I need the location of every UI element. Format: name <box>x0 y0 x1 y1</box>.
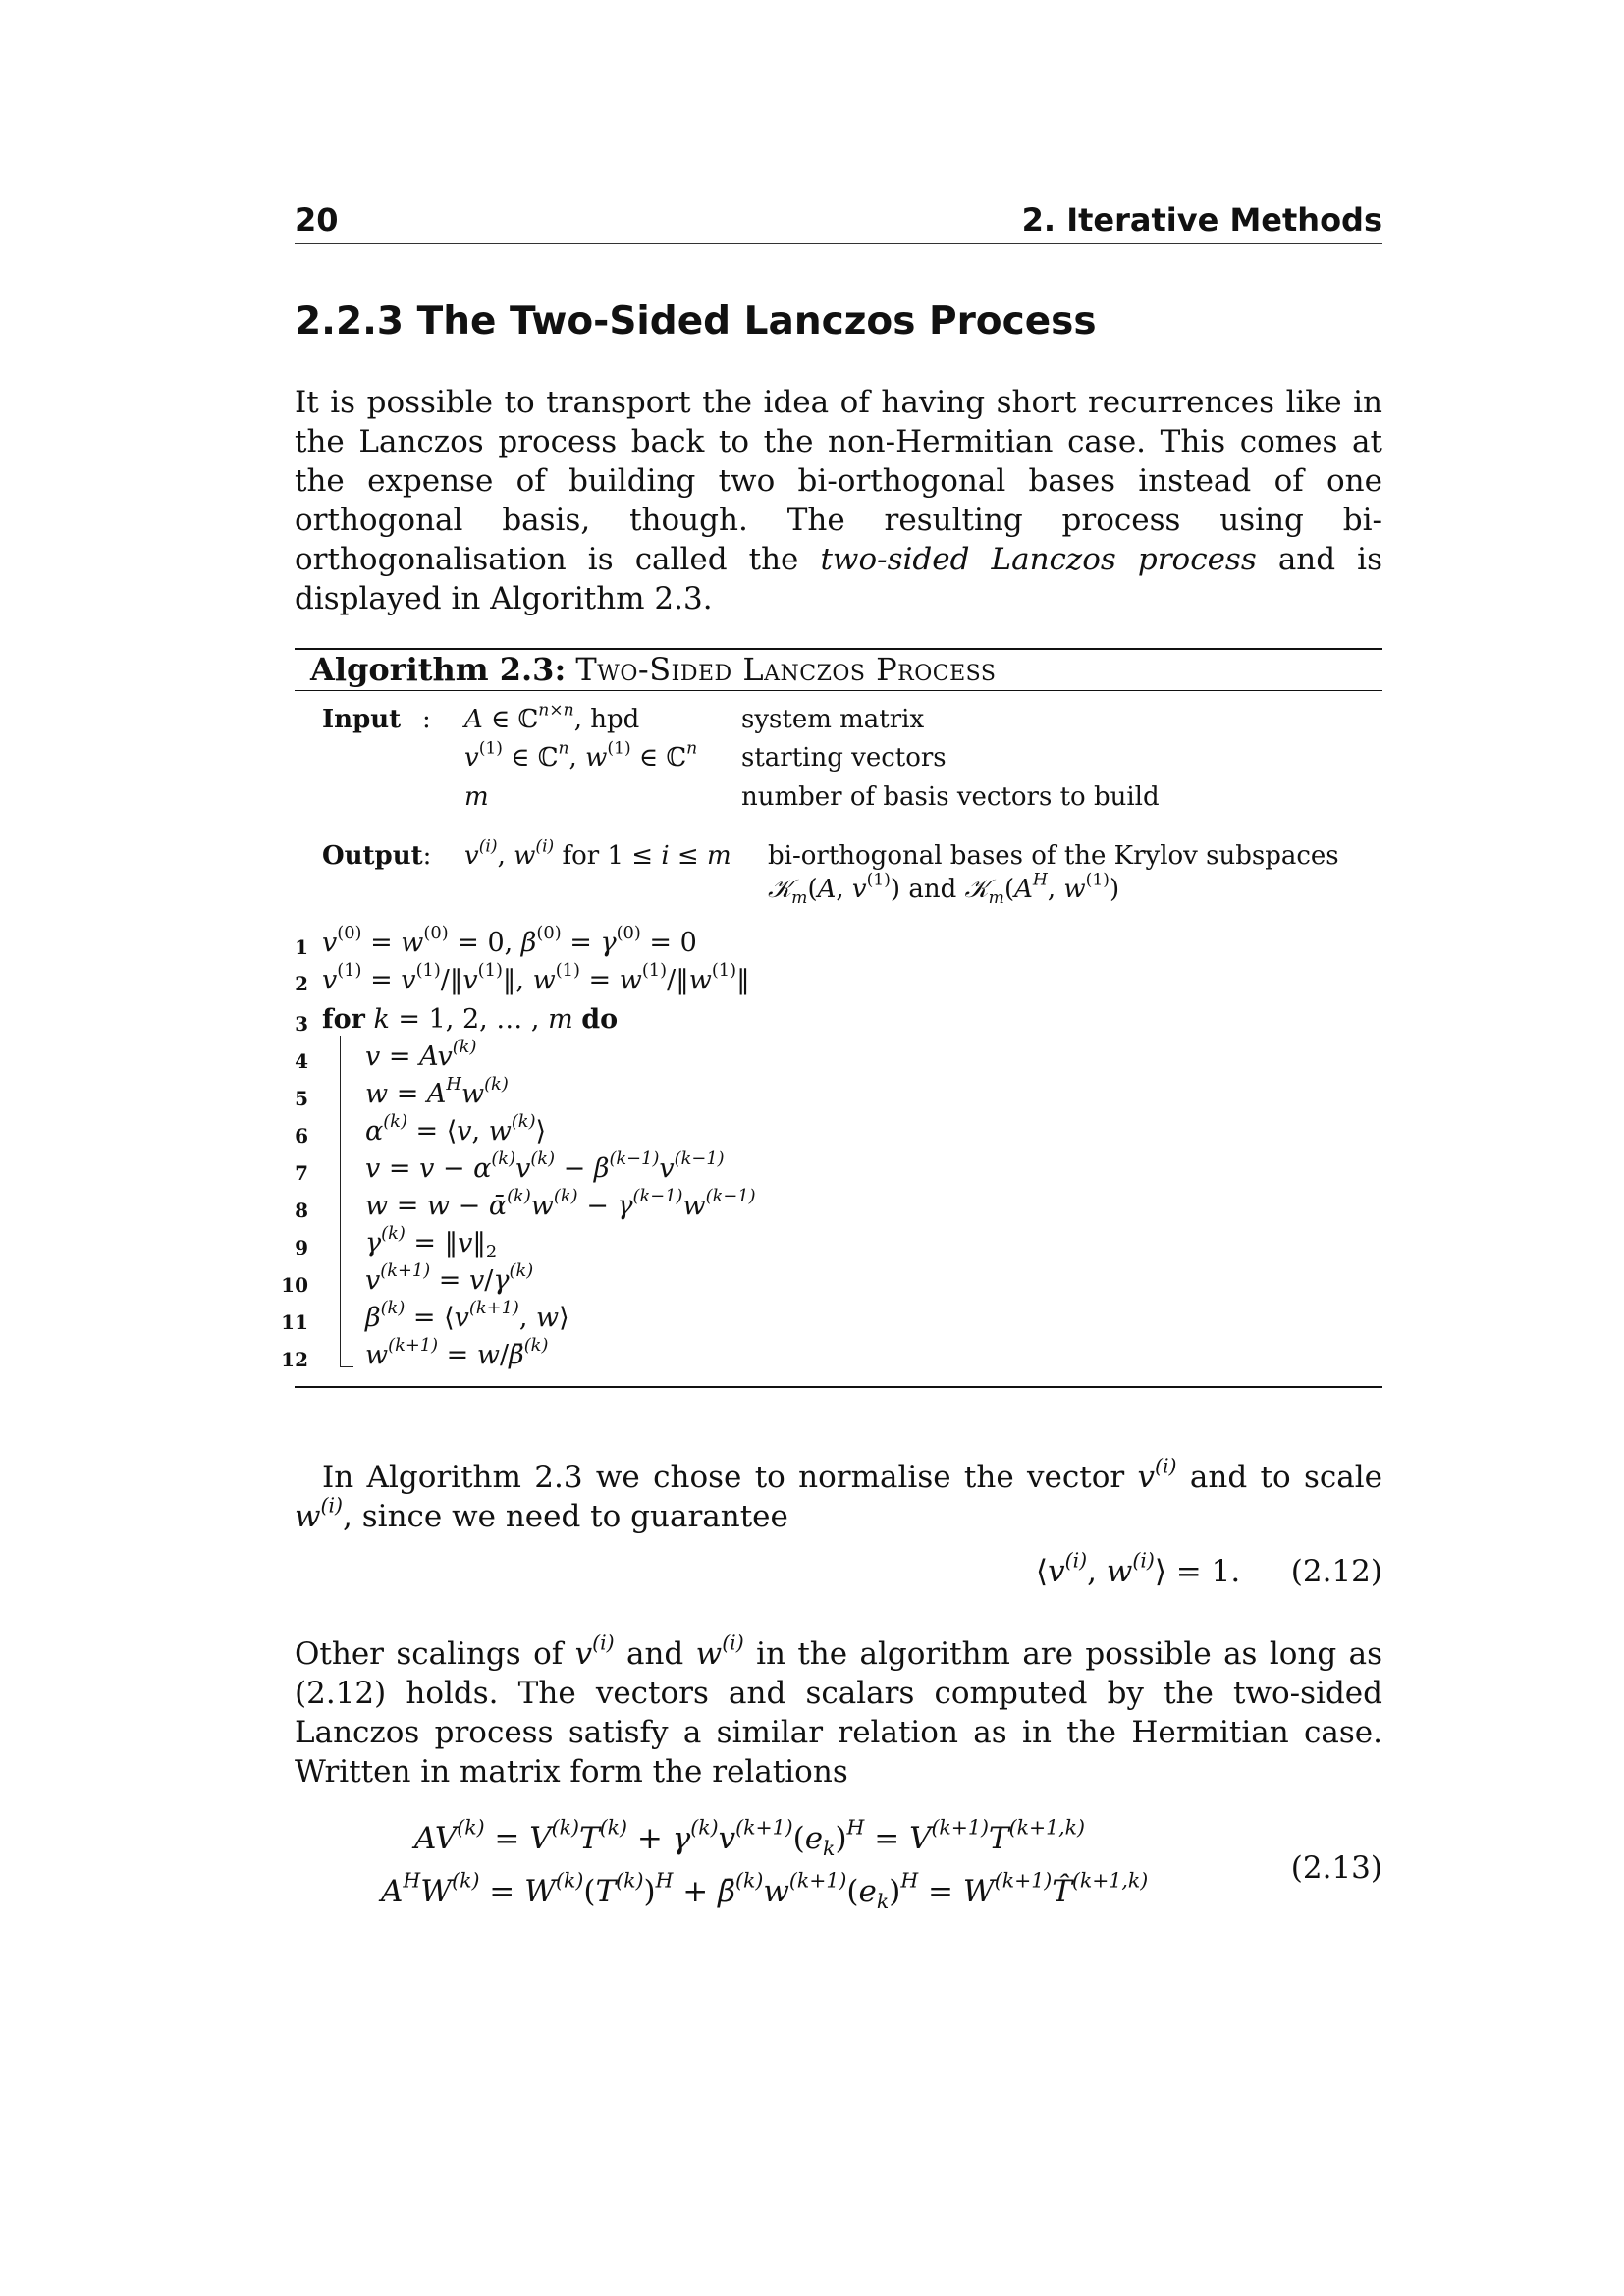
equation-number: (2.13) <box>1290 1850 1382 1886</box>
page-number: 20 <box>295 201 339 239</box>
line-number: 11 <box>281 1310 308 1334</box>
alg-line-10: $v^{(k+1)} = v/\gamma^{(k)}$ <box>365 1260 534 1296</box>
equation-row-1: $AV^{(k)} = V^{(k)}T^{(k)} + \gamma^{(k)}v^{(k+1)}(e_k)^H = V^{(k+1)}T^{(k+1,k)}$ <box>414 1815 1085 1861</box>
input-matrix: A ∈ ℂ$^{n\times n}$, hpd <box>464 700 640 734</box>
alg-line-7: $v = v - \alpha^{(k)}v^{(k)} - \beta^{(k-1)}v^{(k-1)}$ <box>365 1148 725 1184</box>
chapter-title: 2. Iterative Methods <box>1021 201 1382 239</box>
algorithm-label: Algorithm 2.3: <box>310 651 567 688</box>
alg-line-3: for k = 1, 2, … , m do <box>322 1004 619 1035</box>
alg-line-9: $\gamma^{(k)}$ = $‖v‖_2$ <box>365 1223 498 1263</box>
algorithm-name: Two-Sided Lanczos Process <box>575 651 997 688</box>
line-number: 5 <box>295 1087 308 1110</box>
line-number: 7 <box>295 1161 308 1185</box>
input-desc: starting vectors <box>741 743 947 773</box>
paragraph-normalisation: In Algorithm 2.3 we chose to normalise the vector $v^{(i)}$ and to scale $w^{(i)}$, since we need to guarantee <box>295 1454 1382 1534</box>
input-label: Input <box>322 705 402 734</box>
input-vectors: $v^{(1)}$ ∈ ℂ$^n$, $w^{(1)}$ ∈ ℂ$^n$ <box>464 738 698 773</box>
line-number: 8 <box>295 1199 308 1222</box>
input-colon: : <box>422 705 431 734</box>
header-rule <box>295 243 1382 244</box>
loop-bracket-foot <box>340 1366 353 1367</box>
input-desc: system matrix <box>741 705 925 734</box>
output-desc-and: and <box>908 875 957 904</box>
equation-row-2: $A^HW^{(k)} = W^{(k)}(T^{(k)})^H$ + $\betā^{(k)}w^{(k+1)}(e_k)^H$ = $W^{(k+1)}T̂^{(k+1,k)}$ <box>381 1868 1149 1914</box>
input-m: m <box>464 782 489 812</box>
alg-line-4: $v = Av^{(k)}$ <box>365 1037 477 1072</box>
keyword-do: do <box>581 1004 619 1035</box>
paragraph-text: , since we need to guarantee <box>343 1499 788 1534</box>
alg-line-5: $w = A^Hw^{(k)}$ <box>365 1074 509 1109</box>
line-number: 12 <box>281 1348 308 1371</box>
alg-line-12: $w^{(k+1)}$ = w/β̄$^{(k)}$ <box>365 1335 549 1370</box>
alg-line-2: $v^{(1)}$ = $v^{(1)}/‖v^{(1)}‖$, $w^{(1)}$ = $w^{(1)}/‖w^{(1)}‖$ <box>322 960 750 995</box>
keyword-for: for <box>322 1004 365 1035</box>
output-label-text: Output <box>322 841 423 871</box>
algorithm-bottom-rule <box>295 1386 1382 1388</box>
line-number: 1 <box>295 935 308 959</box>
paragraph-intro <box>295 383 1382 618</box>
alg-line-11: $\beta^{(k)}$ = $⟨v^{(k+1)}$, w⟩ <box>365 1298 569 1333</box>
input-desc: number of basis vectors to build <box>741 782 1160 812</box>
output-vectors: $v^{(i)}$, $w^{(i)}$ for 1 ≤ i ≤ m <box>464 836 731 871</box>
paragraph-text: It is possible to transport the idea of having short recurrences like in the Lanczos process back to the non-Hermitian case. This comes at the expense of building two bi-orthogonal bases instead of one orthogonal basis, though. The resulting process using bi-orthogonalisation is called the <box>295 385 1382 577</box>
section-title: 2.2.3 The Two-Sided Lanczos Process <box>295 299 1097 344</box>
equation-2-13 <box>295 1815 1382 1919</box>
line-number: 2 <box>295 972 308 995</box>
paragraph-text: in the algorithm are possible as long as (2.12) holds. The vectors and scalars computed by the two-sided Lanczos process satisfy a similar relation as in the Hermitian case. Written in matrix form the relations <box>295 1636 1382 1789</box>
paragraph-text: and to scale <box>1176 1460 1382 1495</box>
loop-bracket <box>340 1036 341 1367</box>
output-desc-krylov: 𝒦$_m$(A, $v^{(1)}$) and $𝒦_m(A^H$, $w^{(1)}$) <box>768 870 1120 908</box>
output-colon: : <box>422 841 432 871</box>
paragraph-text: and is displayed in Algorithm 2.3. <box>295 542 1382 616</box>
line-number: 9 <box>295 1236 308 1259</box>
paragraph-emphasis: two-sided Lanczos process <box>820 542 1257 577</box>
alg-line-1: $v^{(0)} = w^{(0)} = 0$, $\beta^{(0)} = \gamma^{(0)} = 0$ <box>322 923 697 958</box>
alg-line-8: $w = w - ᾱ^{(k)}w^{(k)} - \gamma^{(k-1)}w^{(k-1)}$ <box>365 1186 756 1221</box>
line-number: 10 <box>281 1273 308 1297</box>
algorithm-caption-rule <box>295 690 1382 691</box>
line-number: 3 <box>295 1012 308 1036</box>
equation-number: (2.12) <box>1290 1554 1382 1589</box>
line-number: 4 <box>295 1049 308 1073</box>
algorithm-caption <box>310 651 996 688</box>
algorithm-top-rule <box>295 648 1382 650</box>
paragraph-text: Other scalings of <box>295 1636 575 1672</box>
line-number: 6 <box>295 1124 308 1148</box>
output-label <box>322 841 431 871</box>
alg-line-6: $\alpha^{(k)}$ = ⟨v, $w^{(k)}⟩$ <box>365 1111 547 1147</box>
paragraph-text: and <box>614 1636 696 1672</box>
output-desc: bi-orthogonal bases of the Krylov subspaces <box>768 841 1339 871</box>
equation-body: $⟨v^{(i)}$, $w^{(i)}⟩ = 1$. <box>1036 1548 1241 1589</box>
paragraph-relations: Other scalings of $v^{(i)}$ and $w^{(i)}$ in the algorithm are possible as long as (2.12) holds. The vectors and scalars computed by the two-sided Lanczos process satisfy a similar relation as in the Hermitian case. Written in matrix form the relations <box>295 1630 1382 1789</box>
paragraph-text: In Algorithm 2.3 we chose to normalise the vector <box>322 1460 1138 1495</box>
